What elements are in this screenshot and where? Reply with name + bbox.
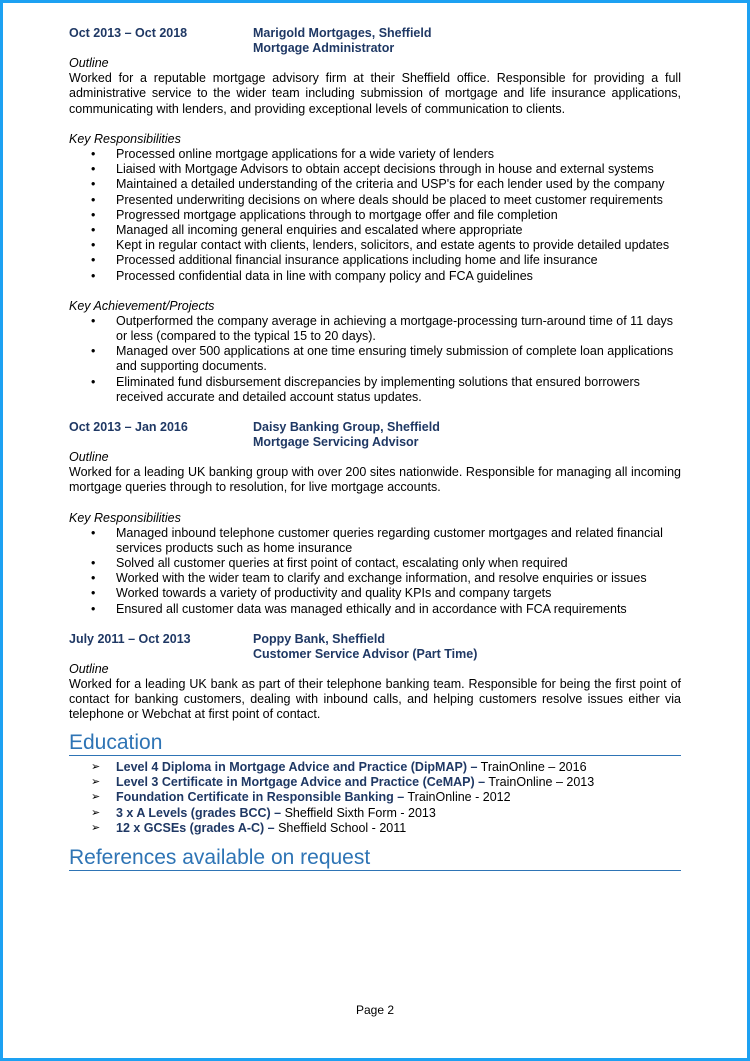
outline-text: Worked for a leading UK banking group with over 200 sites nationwide. Responsible for managing all incoming mortgage queries through to resolution, for live mortgage accounts. xyxy=(69,464,681,495)
education-title: Foundation Certificate in Responsible Banking – xyxy=(116,790,405,805)
job-company: Daisy Banking Group, Sheffield xyxy=(253,419,440,434)
education-list xyxy=(69,760,681,836)
outline-text: Worked for a reputable mortgage advisory firm at their Sheffield office. Responsible for providing a full administrative service to the wider team including submission of mortgage and life insurance applications, communicating with lenders, and providing exceptional levels of communication to clients. xyxy=(69,71,681,116)
arrow-bullet-icon: ➢ xyxy=(91,821,101,834)
education-title: Level 4 Diploma in Mortgage Advice and Practice (DipMAP) – xyxy=(116,759,478,774)
education-detail: TrainOnline – 2016 xyxy=(477,759,587,774)
job-entry-daisy xyxy=(69,420,681,617)
job-dates: Oct 2013 – Oct 2018 xyxy=(69,26,188,40)
outline-label: Outline xyxy=(69,661,109,676)
list-item: • Managed over 500 applications at one time ensuring timely submission of complete loan applications and supporting documents. xyxy=(69,344,681,374)
list-item: • Ensured all customer data was managed ethically and in accordance with FCA requirements xyxy=(69,602,681,617)
education-detail: TrainOnline - 2012 xyxy=(404,790,511,805)
outline-label: Outline xyxy=(69,56,109,70)
list-item: • Progressed mortgage applications through to mortgage offer and file completion xyxy=(69,208,681,223)
list-item xyxy=(69,760,681,775)
job-role: Mortgage Servicing Advisor xyxy=(253,434,419,449)
education-detail: Sheffield School - 2011 xyxy=(274,820,407,835)
list-item xyxy=(69,790,681,805)
education-title: 12 x GCSEs (grades A-C) – xyxy=(116,820,275,835)
education-detail: TrainOnline – 2013 xyxy=(485,774,595,789)
list-item: • Processed additional financial insurance applications including home and life insurance xyxy=(69,253,681,268)
achievements-label: Key Achievement/Projects xyxy=(69,298,215,313)
list-item xyxy=(69,806,681,821)
page-number: Page 2 xyxy=(355,1003,395,1017)
list-item: • Liaised with Mortgage Advisors to obtain accept decisions through in house and external systems xyxy=(69,162,681,177)
education-title: 3 x A Levels (grades BCC) – xyxy=(116,805,282,820)
arrow-bullet-icon: ➢ xyxy=(91,806,101,819)
cv-content xyxy=(69,26,681,871)
responsibilities-list xyxy=(69,147,681,284)
job-header xyxy=(69,26,681,56)
references-heading: References available on request xyxy=(69,846,681,871)
list-item: • Maintained a detailed understanding of the criteria and USP's for each lender used by the company xyxy=(69,177,681,192)
education-heading: Education xyxy=(69,731,681,756)
list-item: • Outperformed the company average in achieving a mortgage-processing turn-around time of 11 days or less (compared to the typical 15 to 20 days). xyxy=(69,314,681,344)
outline-text: Worked for a leading UK bank as part of their telephone banking team. Responsible for being the first point of contact for banking customers, dealing with inbound calls, and helping customers resolve issues either via telephone or Webchat at first point of contact. xyxy=(69,676,681,722)
list-item: • Managed inbound telephone customer queries regarding customer mortgages and related financial services products such as home insurance xyxy=(69,526,681,556)
responsibilities-list xyxy=(69,526,681,617)
list-item: • Kept in regular contact with clients, lenders, solicitors, and estate agents to provide detailed updates xyxy=(69,238,681,253)
list-item: • Eliminated fund disbursement discrepancies by implementing solutions that ensured borrowers received accurate and detailed account status updates. xyxy=(69,375,681,405)
list-item: • Processed confidential data in line with company policy and FCA guidelines xyxy=(69,269,681,284)
outline-label: Outline xyxy=(69,449,109,464)
job-entry-poppy xyxy=(69,632,681,723)
education-detail: Sheffield Sixth Form - 2013 xyxy=(281,805,436,820)
job-role: Customer Service Advisor (Part Time) xyxy=(253,646,478,661)
job-dates: Oct 2013 – Jan 2016 xyxy=(69,419,188,434)
list-item: • Presented underwriting decisions on where deals should be placed to meet customer requirements xyxy=(69,193,681,208)
arrow-bullet-icon: ➢ xyxy=(91,775,101,788)
list-item: • Processed online mortgage applications for a wide variety of lenders xyxy=(69,147,681,162)
list-item: • Managed all incoming general enquiries and escalated where appropriate xyxy=(69,223,681,238)
achievements-list xyxy=(69,314,681,405)
job-role: Mortgage Administrator xyxy=(253,41,395,55)
responsibilities-label: Key Responsibilities xyxy=(69,510,181,525)
job-header xyxy=(69,632,681,662)
responsibilities-label: Key Responsibilities xyxy=(69,131,181,146)
job-header xyxy=(69,420,681,450)
list-item: • Worked towards a variety of productivity and quality KPIs and company targets xyxy=(69,586,681,601)
list-item: • Worked with the wider team to clarify and exchange information, and resolve enquiries or issues xyxy=(69,571,681,586)
job-company: Poppy Bank, Sheffield xyxy=(253,631,385,646)
list-item xyxy=(69,821,681,836)
job-entry-marigold xyxy=(69,26,681,405)
arrow-bullet-icon: ➢ xyxy=(91,791,101,804)
list-item: • Solved all customer queries at first point of contact, escalating only when required xyxy=(69,556,681,571)
arrow-bullet-icon: ➢ xyxy=(91,760,101,773)
job-dates: July 2011 – Oct 2013 xyxy=(69,631,191,646)
job-company: Marigold Mortgages, Sheffield xyxy=(253,26,432,40)
list-item xyxy=(69,775,681,790)
education-title: Level 3 Certificate in Mortgage Advice and Practice (CeMAP) – xyxy=(116,774,486,789)
